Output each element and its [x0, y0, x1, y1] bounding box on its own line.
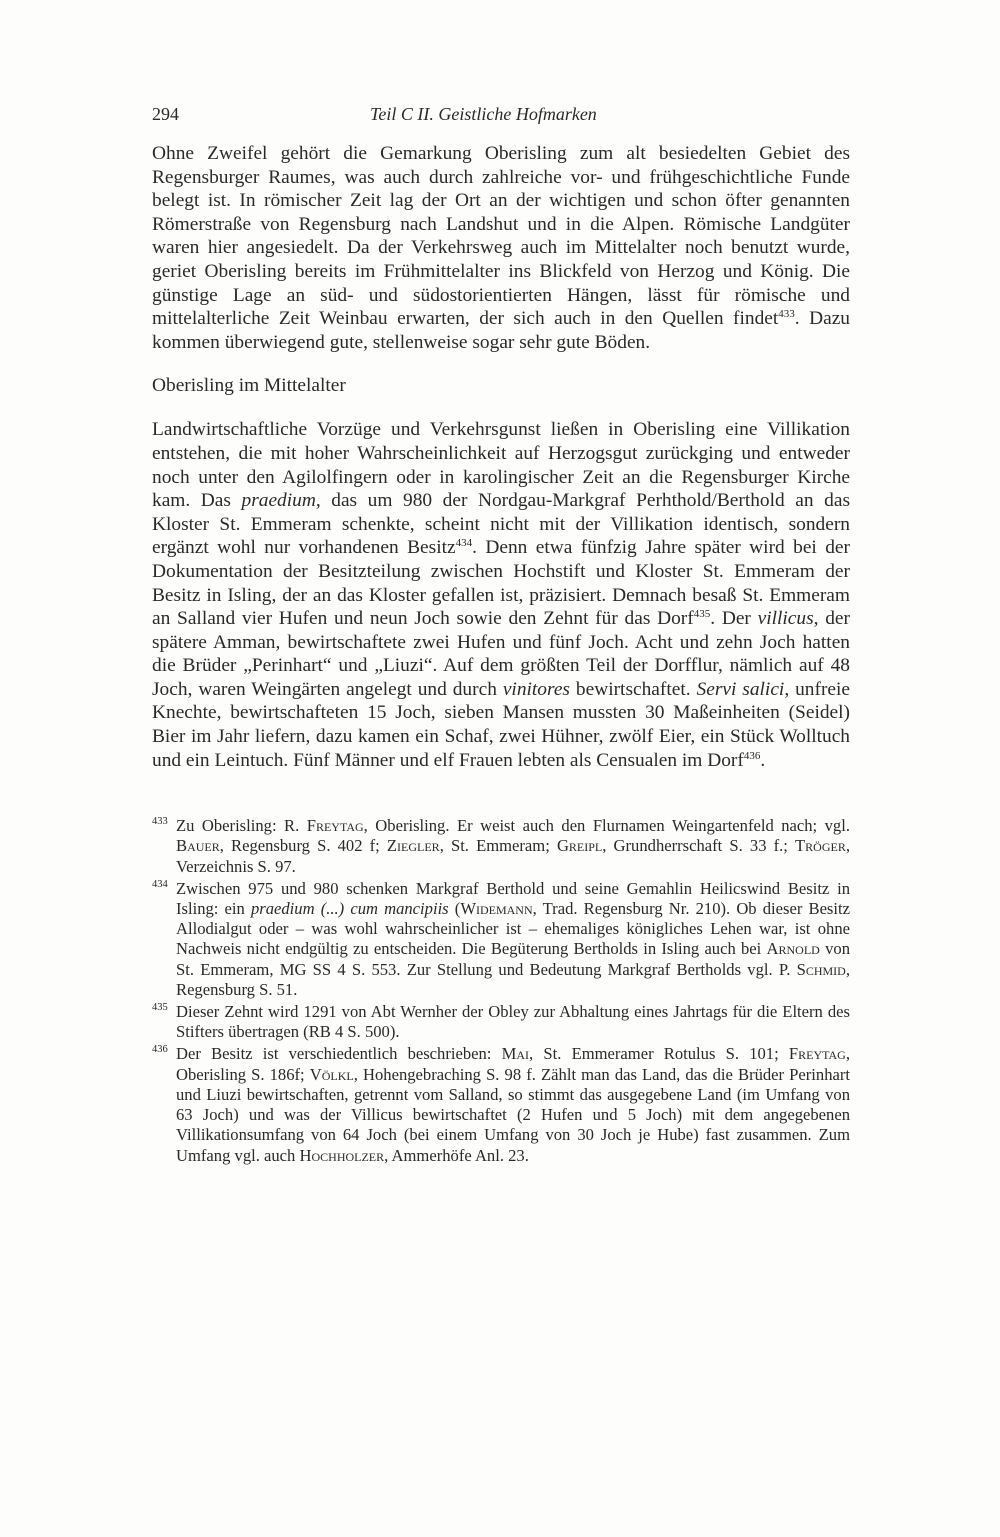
footnote-text: , Ammerhöfe Anl. 23.	[384, 1145, 529, 1165]
footnote-433	[152, 816, 850, 877]
footnote-435	[152, 1002, 850, 1042]
footnote-text: Zwischen 975 und 980 schenken Markgraf Berthold und seine Gemahlin Heilicswind Besitz in Isling: ein	[176, 878, 850, 919]
footnote-ref-433[interactable]: 433	[778, 308, 795, 321]
author-name: Widemann	[460, 899, 533, 919]
author-name: Freytag	[788, 1044, 846, 1064]
author-name: Mai	[501, 1044, 530, 1064]
footnote-text: Dieser Zehnt wird 1291 von Abt Wernher der Obley zur Abhaltung eines Jahrtags für die Eltern des Stifters übertragen (RB 4 S. 500).	[176, 1002, 850, 1042]
footnote-text: , Hohengebraching S. 98 f. Zählt man das Land, das die Brüder Perinhart und Liuzi bewirtschaften, getrennt vom Salland, so stimmt das ausgegebene Land (im Umfang von 63 Joch) und was der Villicus bewirtschaftet (2 Hufen und 5 Joch) mit dem angegebenen Villikationsumfang von 64 Joch (bei einem Umfang von 30 Joch je Hube) fast zusammen. Zum Umfang vgl. auch	[176, 1064, 851, 1165]
author-name: Schmid	[796, 959, 846, 979]
footnote-number: 436	[152, 1044, 168, 1056]
footnote-text: Zu Oberisling: R.	[176, 816, 307, 836]
main-text: .	[760, 749, 766, 771]
footnote-text: (	[448, 899, 461, 919]
main-text: Landwirtschaftliche Vorzüge und Verkehrsgunst ließen in Oberisling eine Villikation entstehen, die mit hoher Wahrscheinlichkeit auf Herzogsgut zurückging und entweder noch unter den Agilolfingern oder in karolingischer Zeit an die Regensburger Kirche kam. Das	[152, 419, 850, 512]
footnote-text: Der Besitz ist verschiedentlich beschrieben:	[176, 1044, 502, 1064]
footnotes	[152, 816, 850, 1165]
footnote-ref-435[interactable]: 435	[693, 608, 711, 621]
section-title: Teil C II. Geistliche Hofmarken	[370, 104, 597, 124]
book-page	[152, 96, 850, 1168]
author-name: Hochholzer	[299, 1145, 385, 1165]
author-name: Völkl	[309, 1064, 354, 1084]
author-name: Freytag	[306, 816, 364, 836]
footnote-436	[152, 1044, 850, 1165]
footnote-number: 433	[152, 816, 168, 828]
main-text: , das um 980 der Nordgau-Markgraf Perhthold/Berthold an das Kloster St. Emmeram schenkte, scheint nicht mit der Villikation identisch, sondern ergänzt wohl nur vorhandenen Besitz	[152, 490, 850, 559]
running-head	[152, 96, 850, 130]
footnote-text: , St. Emmeram;	[439, 836, 557, 856]
main-text: , der spätere Amman, bewirtschaftete zwei Hufen und fünf Joch. Acht und zehn Joch hatten die Brüder „Perinhart“ und „Liuzi“. Auf dem größten Teil der Dorfflur, nämlich auf 48 Joch, waren Weingärten angelegt und durch	[152, 608, 850, 700]
footnote-text: , Regensburg S. 402 f;	[219, 836, 387, 856]
footnote-text: , Oberisling S. 186f;	[176, 1044, 851, 1084]
main-paragraph	[152, 418, 850, 772]
intro-text-end: . Dazu kommen überwiegend gute, stellenweise sogar sehr gute Böden.	[152, 308, 851, 353]
main-text: . Denn etwa fünfzig Jahre später wird bei der Dokumentation der Besitzteilung zwischen Hochstift und Kloster St. Emmeram der Besitz in Isling, der an das Kloster gefallen ist, präzisiert. Demnach besaß St. Emmeram an Salland vier Hufen und neun Joch sowie den Zehnt für das Dorf	[152, 537, 850, 630]
footnote-number: 435	[152, 1002, 168, 1014]
footnote-text: , Regensburg S. 51.	[176, 959, 850, 999]
intro-paragraph	[152, 142, 850, 354]
author-name: Ziegler	[386, 836, 440, 856]
latin-quote: praedium (...) cum mancipiis	[250, 899, 449, 919]
footnote-text: , Oberisling. Er weist auch den Flurnamen Weingartenfeld nach; vgl.	[363, 816, 850, 836]
main-text: . Der	[710, 608, 758, 630]
footnote-ref-436[interactable]: 436	[743, 749, 761, 762]
term-praedium: praedium	[241, 490, 316, 512]
author-name: Greipl	[556, 836, 603, 856]
footnote-text: , Grundherrschaft S. 33 f.;	[602, 836, 796, 856]
footnote-text: , Trad. Regensburg Nr. 210). Ob dieser Besitz Allodialgut oder – was wohl wahrscheinlicher ist – ehemaliges königliches Lehen war, ist ohne Nachweis nicht endgültig zu entscheiden. Die Begüterung Bertholds in Isling auch bei	[176, 899, 850, 959]
footnote-number: 434	[152, 878, 168, 890]
term-servi-salici: Servi salici	[696, 678, 785, 700]
intro-text: Ohne Zweifel gehört die Gemarkung Oberisling zum alt besiedelten Gebiet des Regensburger Raumes, was auch durch zahlreiche vor- und frühgeschichtliche Funde belegt ist. In römischer Zeit lag der Ort an der wichtigen und schon öfter genannten Römerstraße von Regensburg nach Landshut und in die Alpen. Römische Landgüter waren hier angesiedelt. Da der Verkehrsweg auch im Mittelalter noch benutzt wurde, geriet Oberisling bereits im Frühmittelalter ins Blickfeld von Herzog und König. Die günstige Lage an süd- und südostorientierten Hängen, lässt für römische und mittelalterliche Zeit Weinbau erwarten, der sich auch in den Quellen findet	[152, 143, 850, 330]
main-text: , unfreie Knechte, bewirtschafteten 15 Joch, sieben Mansen mussten 30 Maßeinheiten (Seidel) Bier im Jahr liefern, dazu kamen ein Schaf, zwei Hühner, zwölf Eier, ein Stück Wolltuch und ein Leintuch. Fünf Männer und elf Frauen lebten als Censualen im Dorf	[152, 678, 851, 771]
subheading: Oberisling im Mittelalter	[152, 375, 346, 397]
main-text: bewirtschaftet.	[569, 678, 697, 700]
footnote-434	[152, 879, 850, 1000]
footnote-text: , St. Emmeramer Rotulus S. 101;	[529, 1044, 789, 1064]
page-number: 294	[152, 104, 179, 124]
author-name: Bauer	[176, 836, 220, 856]
author-name: Tröger	[795, 836, 846, 856]
author-name: Arnold	[766, 939, 820, 959]
term-vinitores: vinitores	[502, 678, 570, 700]
footnote-text: von St. Emmeram, MG SS 4 S. 553. Zur Stellung und Bedeutung Markgraf Bertholds vgl. P.	[176, 939, 850, 979]
footnote-ref-434[interactable]: 434	[455, 537, 473, 550]
term-villicus: villicus	[757, 608, 814, 630]
footnote-text: , Verzeichnis S. 97.	[176, 836, 851, 876]
